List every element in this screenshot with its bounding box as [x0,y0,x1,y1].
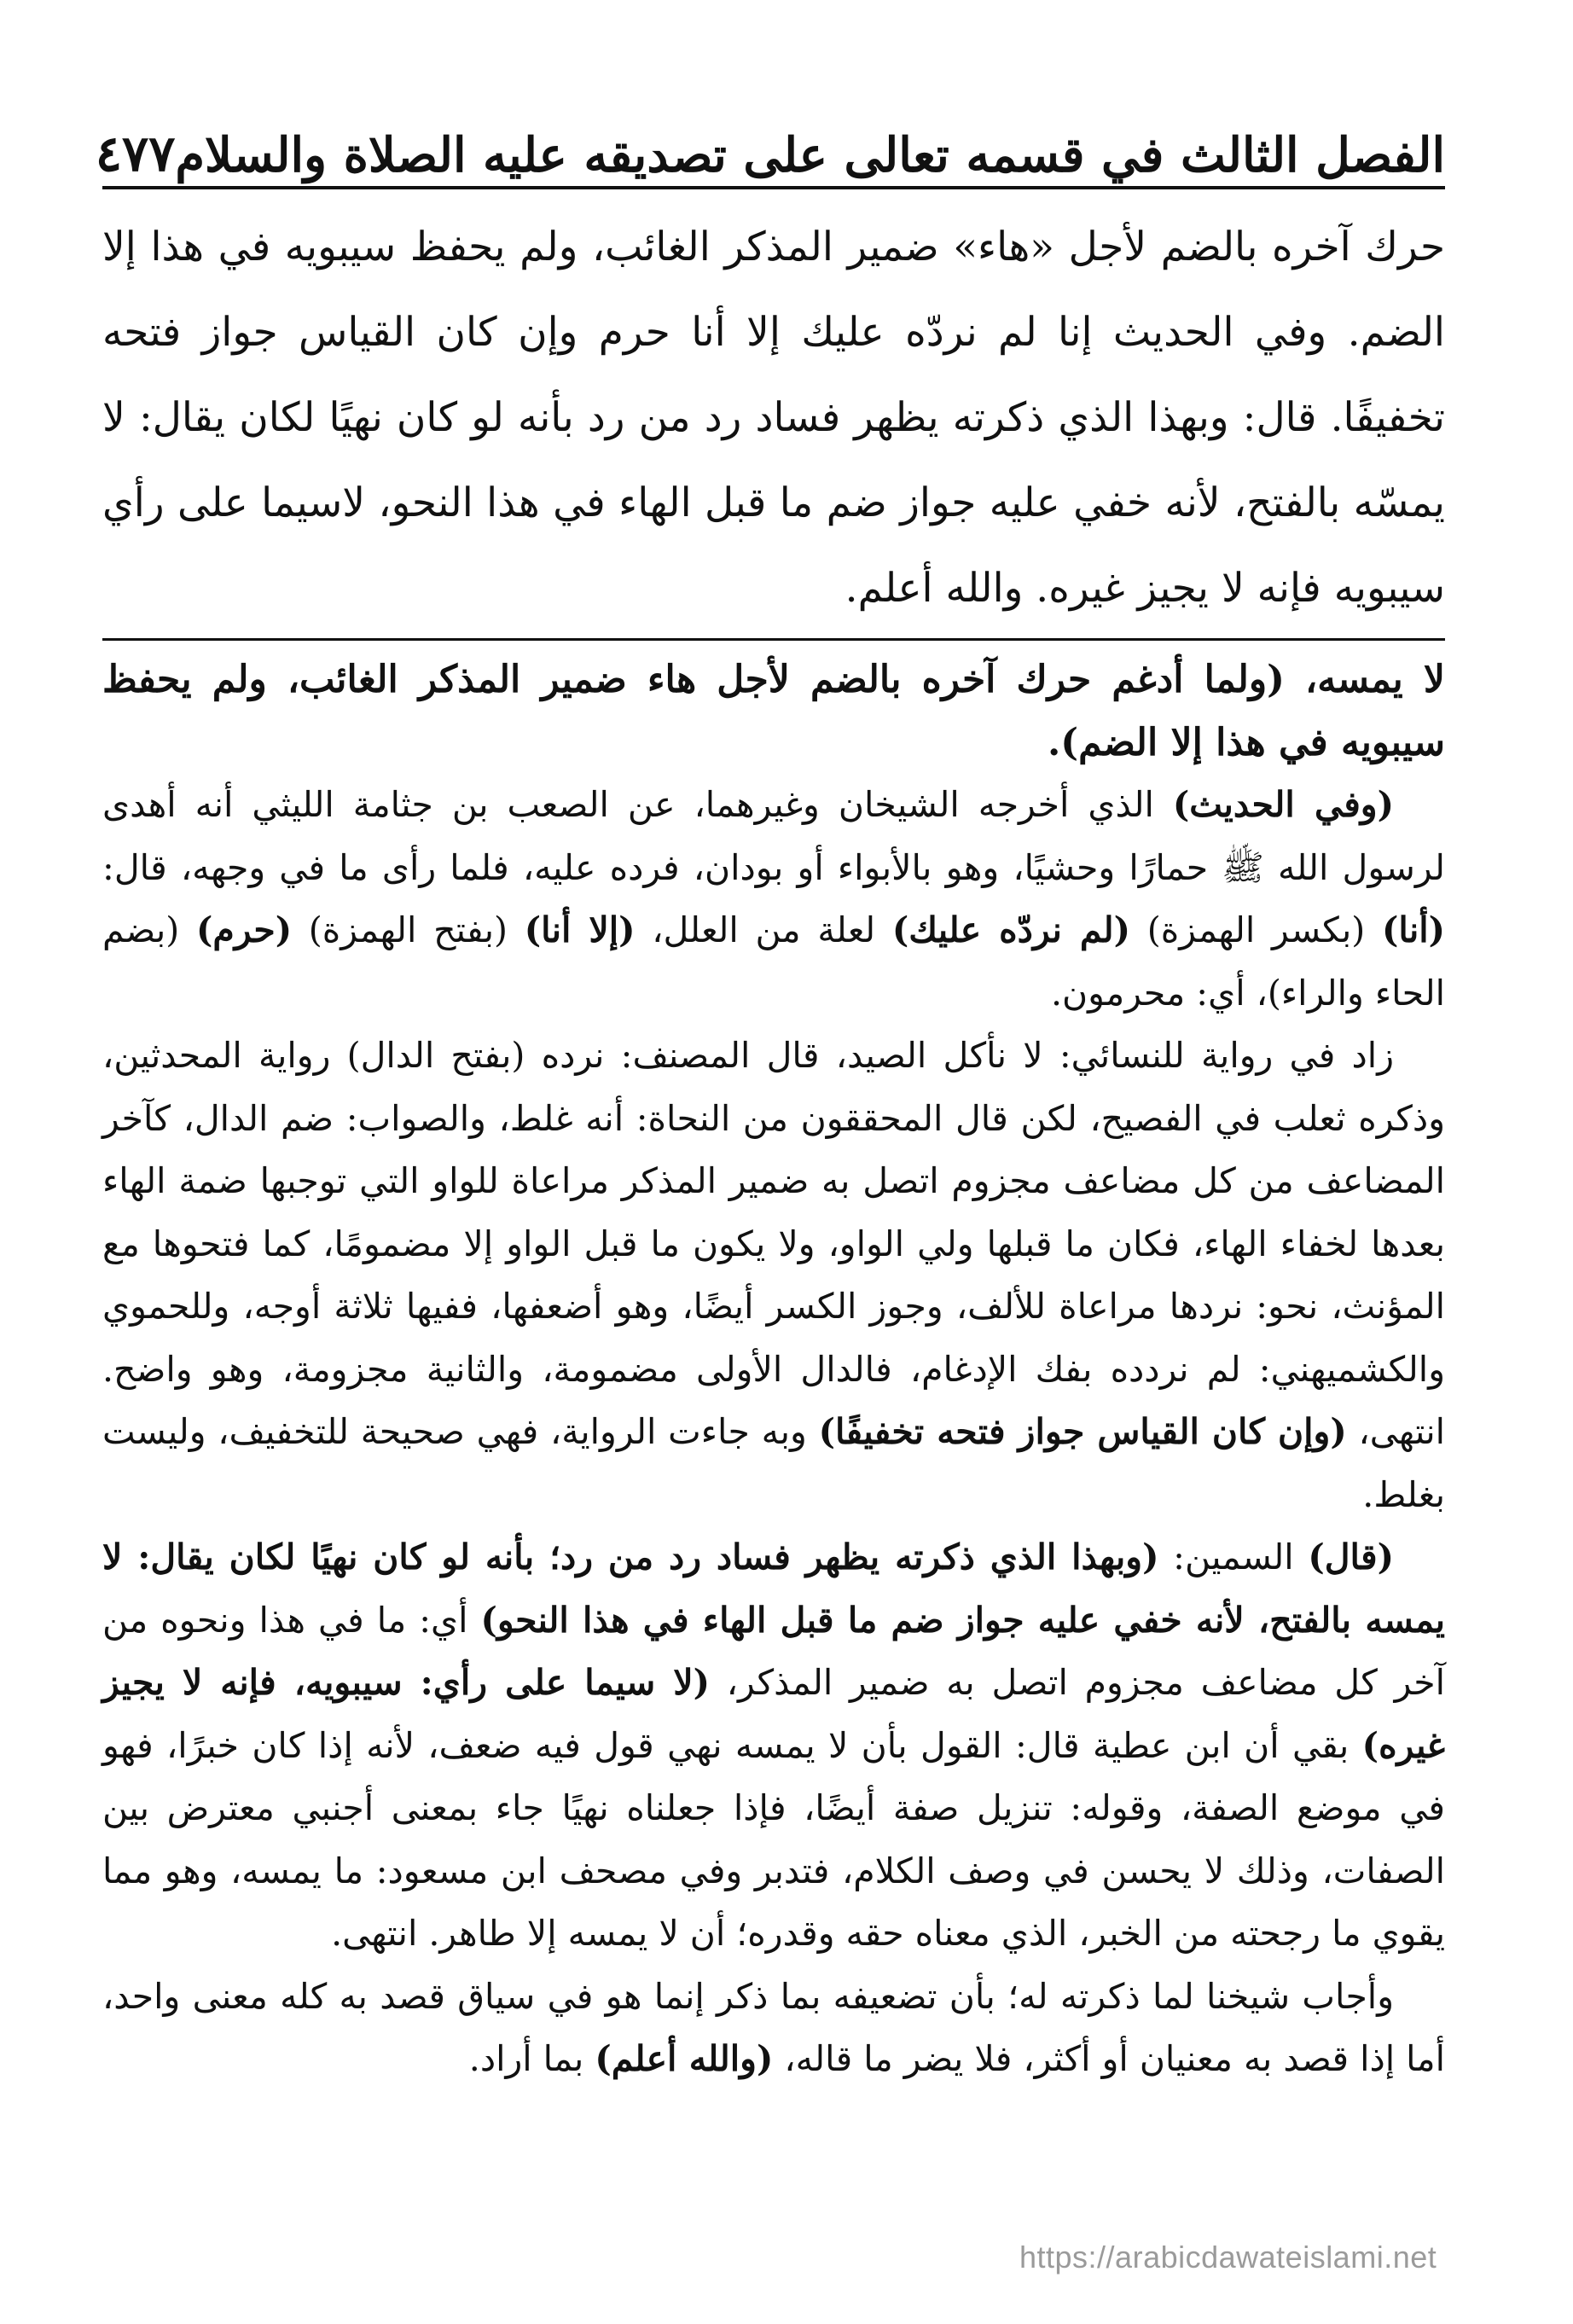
quoted-lemma: (وفي الحديث) [1172,784,1394,825]
commentary-text: لعلة من العلل، [635,909,892,950]
commentary-paragraph-1 [102,648,1445,774]
commentary-text: زاد في رواية للنسائي: لا نأكل الصيد، قال المصنف: نرده (بفتح الدال) رواية المحدثين، وذكره ثعلب في الفصيح، لكن قال المحققون من النحاة: أنه غلط، والصواب: ضم الدال، كآخر المضاعف من كل مضاعف مجزوم اتصل به ضمير المذكر مراعاة للواو التي توجبها ضمة الهاء بعدها لخفاء الهاء، فكان ما قبلها ولي الواو، ولا يكون ما قبل الواو إلا مضمومًا، كما فتحوها مع المؤنث، نحو: نردها مراعاة للألف، وجوز الكسر أيضًا، وهو أضعفها، ففيها ثلاثة أوجه، وللحموي والكشميهني: لم نردده بفك الإدغام، فالدال الأولى مضمومة، والثانية مجزومة، وهو واضح. انتهى، [102,1035,1445,1452]
commentary-text: بما أراد. [468,2038,595,2079]
commentary-text: لا يمسه، [1284,658,1445,701]
quoted-lemma: (وإن كان القياس جواز فتحه تخفيفًا) [818,1411,1347,1452]
quoted-lemma: (لا سيما على رأي: سيبويه، فإنه لا يجيز غيره) [102,1662,1445,1766]
commentary-text: وأجاب شيخنا لما ذكرته له؛ بأن تضعيفه بما ذكر إنما هو في سياق قصد به كله معنى واحد، أما إذا قصد به معنيان أو أكثر، فلا يضر ما قاله، [102,1975,1445,2079]
commentary-paragraph-2 [102,774,1445,1025]
commentary [102,648,1445,2091]
commentary-text: وبه جاءت الرواية، فهي صحيحة للتخفيف، وليست بغلط. [102,1411,1445,1515]
quoted-lemma: (والله أعلم) [595,2038,774,2079]
separator-rule [102,638,1445,641]
quoted-lemma: (قال) [1308,1537,1394,1577]
quoted-lemma: (أنا) [1381,909,1446,950]
quoted-lemma: (ولما أدغم حرك آخره بالضم لأجل هاء ضمير المذكر الغائب، ولم يحفظ سيبويه في هذا إلا الضم). [102,658,1445,764]
source-watermark: https://arabicdawateislami.net [1019,2240,1437,2275]
commentary-paragraph-5 [102,1966,1445,2091]
quoted-lemma: (حرم) [195,909,293,950]
running-header [95,102,1445,184]
commentary-text: السمين: [1158,1537,1309,1577]
commentary-text: (بضم الحاء والراء)، أي: محرمون. [102,909,1445,1014]
main-paragraph: حرك آخره بالضم لأجل «هاء» ضمير المذكر الغائب، ولم يحفظ سيبويه في هذا إلا الضم. وفي الحديث إنا لم نردّه عليك إلا أنا حرم وإن كان القياس جواز فتحه تخفيفًا. قال: وبهذا الذي ذكرته يظهر فساد رد من رد بأنه لو كان نهيًا لكان يقال: لا يمسّه بالفتح، لأنه خفي عليه جواز ضم ما قبل الهاء في هذا النحو، لاسيما على رأي سيبويه فإنه لا يجيز غيره. والله أعلم. [102,224,1445,612]
commentary-text: (بكسر الهمزة) [1130,909,1382,950]
commentary-text: بقي أن ابن عطية قال: القول بأن لا يمسه نهي قول فيه ضعف، لأنه إذا كان خبرًا، فهو في موضع الصفة، وقوله: تنزيل صفة أيضًا، فإذا جعلناه نهيًا جاء بمعنى أجنبي معترض بين الصفات، وذلك لا يحسن في وصف الكلام، فتدبر وفي مصحف ابن مسعود: ما يمسه، وهو مما يقوي ما رجحته من الخبر، الذي معناه حقه وقدره؛ أن لا يمسه إلا طاهر. انتهى. [102,1724,1445,1954]
commentary-text: الذي أخرجه الشيخان وغيرهما، عن الصعب بن جثامة الليثي أنه أهدى لرسول الله ﷺ حمارًا وحشيًا، وهو بالأبواء أو بودان، فرده عليه، فلما رأى ما في وجهه، قال: [102,784,1445,888]
quoted-lemma: (لم نردّه عليك) [891,909,1131,950]
page-number: ٤٧٧ [95,125,176,183]
commentary-paragraph-3 [102,1025,1445,1526]
commentary-paragraph-4 [102,1526,1445,1966]
commentary-text: (بفتح الهمزة) [292,909,525,950]
header-rule [102,186,1445,189]
commentary-text: أي: ما في هذا ونحوه من آخر كل مضاعف مجزوم اتصل به ضمير المذكر، [102,1599,1445,1703]
main-text [102,205,1445,631]
quoted-lemma: (وبهذا الذي ذكرته يظهر فساد رد من رد؛ بأنه لو كان نهيًا لكان يقال: لا يمسه بالفتح، لأنه خفي عليه جواز ضم ما قبل الهاء في هذا النحو) [102,1537,1445,1641]
chapter-title: الفصل الثالث في قسمه تعالى على تصديقه عليه الصلاة والسلام [175,126,1445,183]
quoted-lemma: (إلا أنا) [524,909,636,950]
